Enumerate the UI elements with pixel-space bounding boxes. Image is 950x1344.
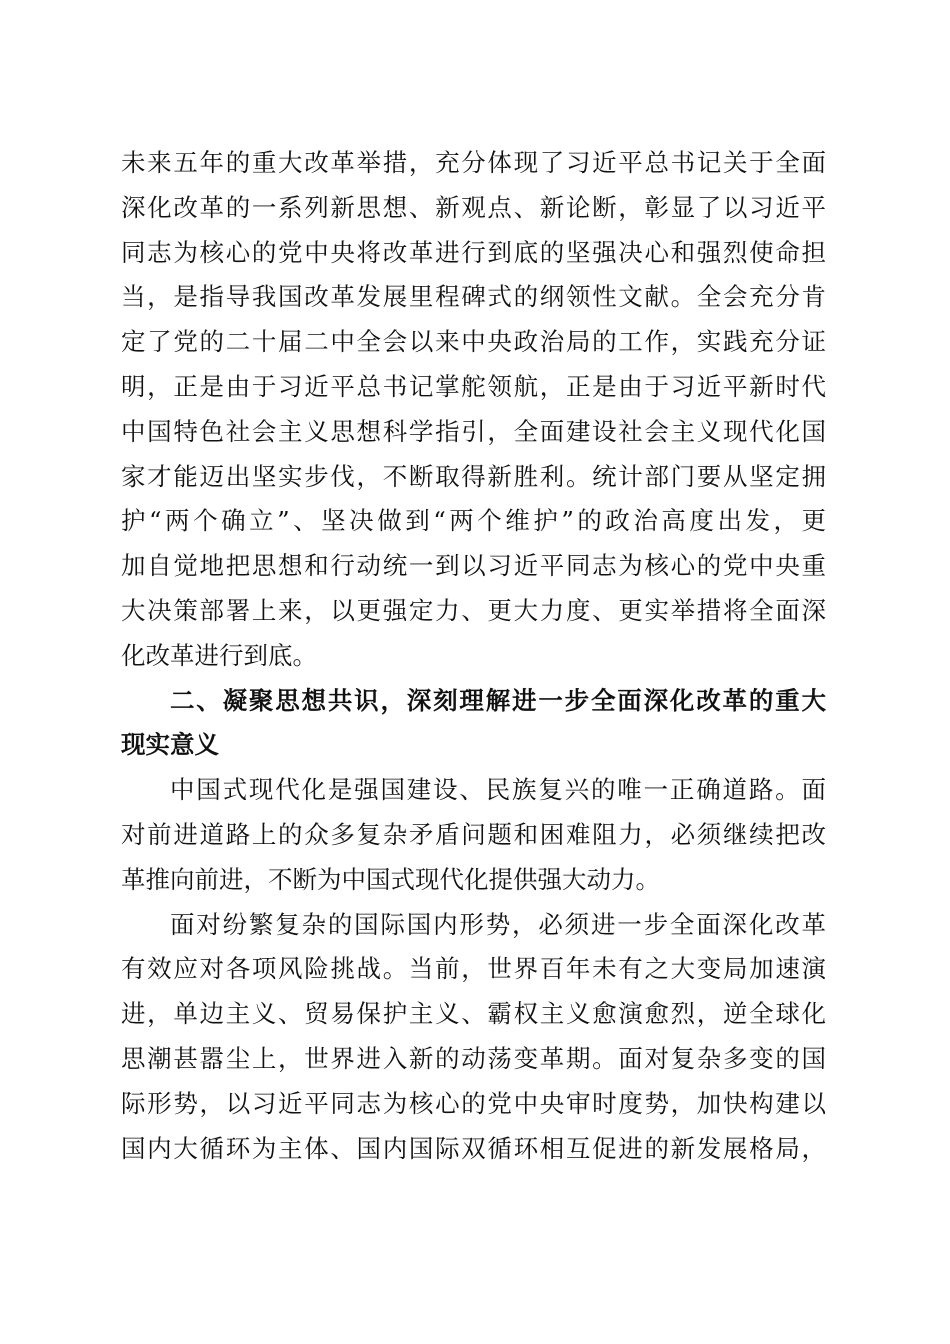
text-line: 革推向前进，不断为中国式现代化提供强大动力。	[121, 864, 660, 894]
text-line: 当，是指导我国改革发展里程碑式的纲领性文献。全会充分肯	[121, 282, 826, 312]
text-line: 护“两个确立”、坚决做到“两个维护”的政治高度出发，更	[121, 506, 826, 536]
text-line: 大决策部署上来，以更强定力、更大力度、更实举措将全面深	[121, 595, 826, 625]
text-line: 有效应对各项风险挑战。当前，世界百年未有之大变局加速演	[121, 954, 826, 984]
paragraph-modernization	[121, 768, 826, 902]
text-line: 加自觉地把思想和行动统一到以习近平同志为核心的党中央重	[121, 551, 826, 581]
text-line: 定了党的二十届二中全会以来中央政治局的工作，实践充分证	[121, 327, 826, 357]
text-line: 中国特色社会主义思想科学指引，全面建设社会主义现代化国	[121, 416, 826, 446]
text-line: 同志为核心的党中央将改革进行到底的坚强决心和强烈使命担	[121, 237, 826, 267]
text-line: 中国式现代化是强国建设、民族复兴的唯一正确道路。面	[170, 775, 826, 805]
text-line: 未来五年的重大改革举措，充分体现了习近平总书记关于全面	[121, 148, 826, 177]
text-line: 深化改革的一系列新思想、新观点、新论断，彰显了以习近平	[121, 192, 826, 222]
text-line: 化改革进行到底。	[121, 640, 317, 670]
text-line: 面对纷繁复杂的国际国内形势，必须进一步全面深化改革	[170, 909, 826, 939]
text-line: 家才能迈出坚实步伐，不断取得新胜利。统计部门要从坚定拥	[121, 461, 826, 491]
paragraph-situation	[121, 903, 826, 1172]
document-body	[121, 141, 826, 1171]
text-line: 对前进道路上的众多复杂矛盾问题和困难阻力，必须继续把改	[121, 819, 826, 849]
heading-line: 现实意义	[121, 730, 219, 760]
section-heading	[121, 679, 826, 769]
text-line: 际形势，以习近平同志为核心的党中央审时度势，加快构建以	[121, 1088, 826, 1118]
text-line: 国内大循环为主体、国内国际双循环相互促进的新发展格局，	[121, 1133, 826, 1163]
text-line: 思潮甚嚣尘上，世界进入新的动荡变革期。面对复杂多变的国	[121, 1043, 826, 1073]
text-line: 明，正是由于习近平总书记掌舵领航，正是由于习近平新时代	[121, 371, 826, 401]
paragraph-commentary	[121, 141, 826, 679]
text-line: 进，单边主义、贸易保护主义、霸权主义愈演愈烈，逆全球化	[121, 999, 826, 1029]
heading-line: 二、凝聚思想共识，深刻理解进一步全面深化改革的重大	[170, 685, 826, 715]
